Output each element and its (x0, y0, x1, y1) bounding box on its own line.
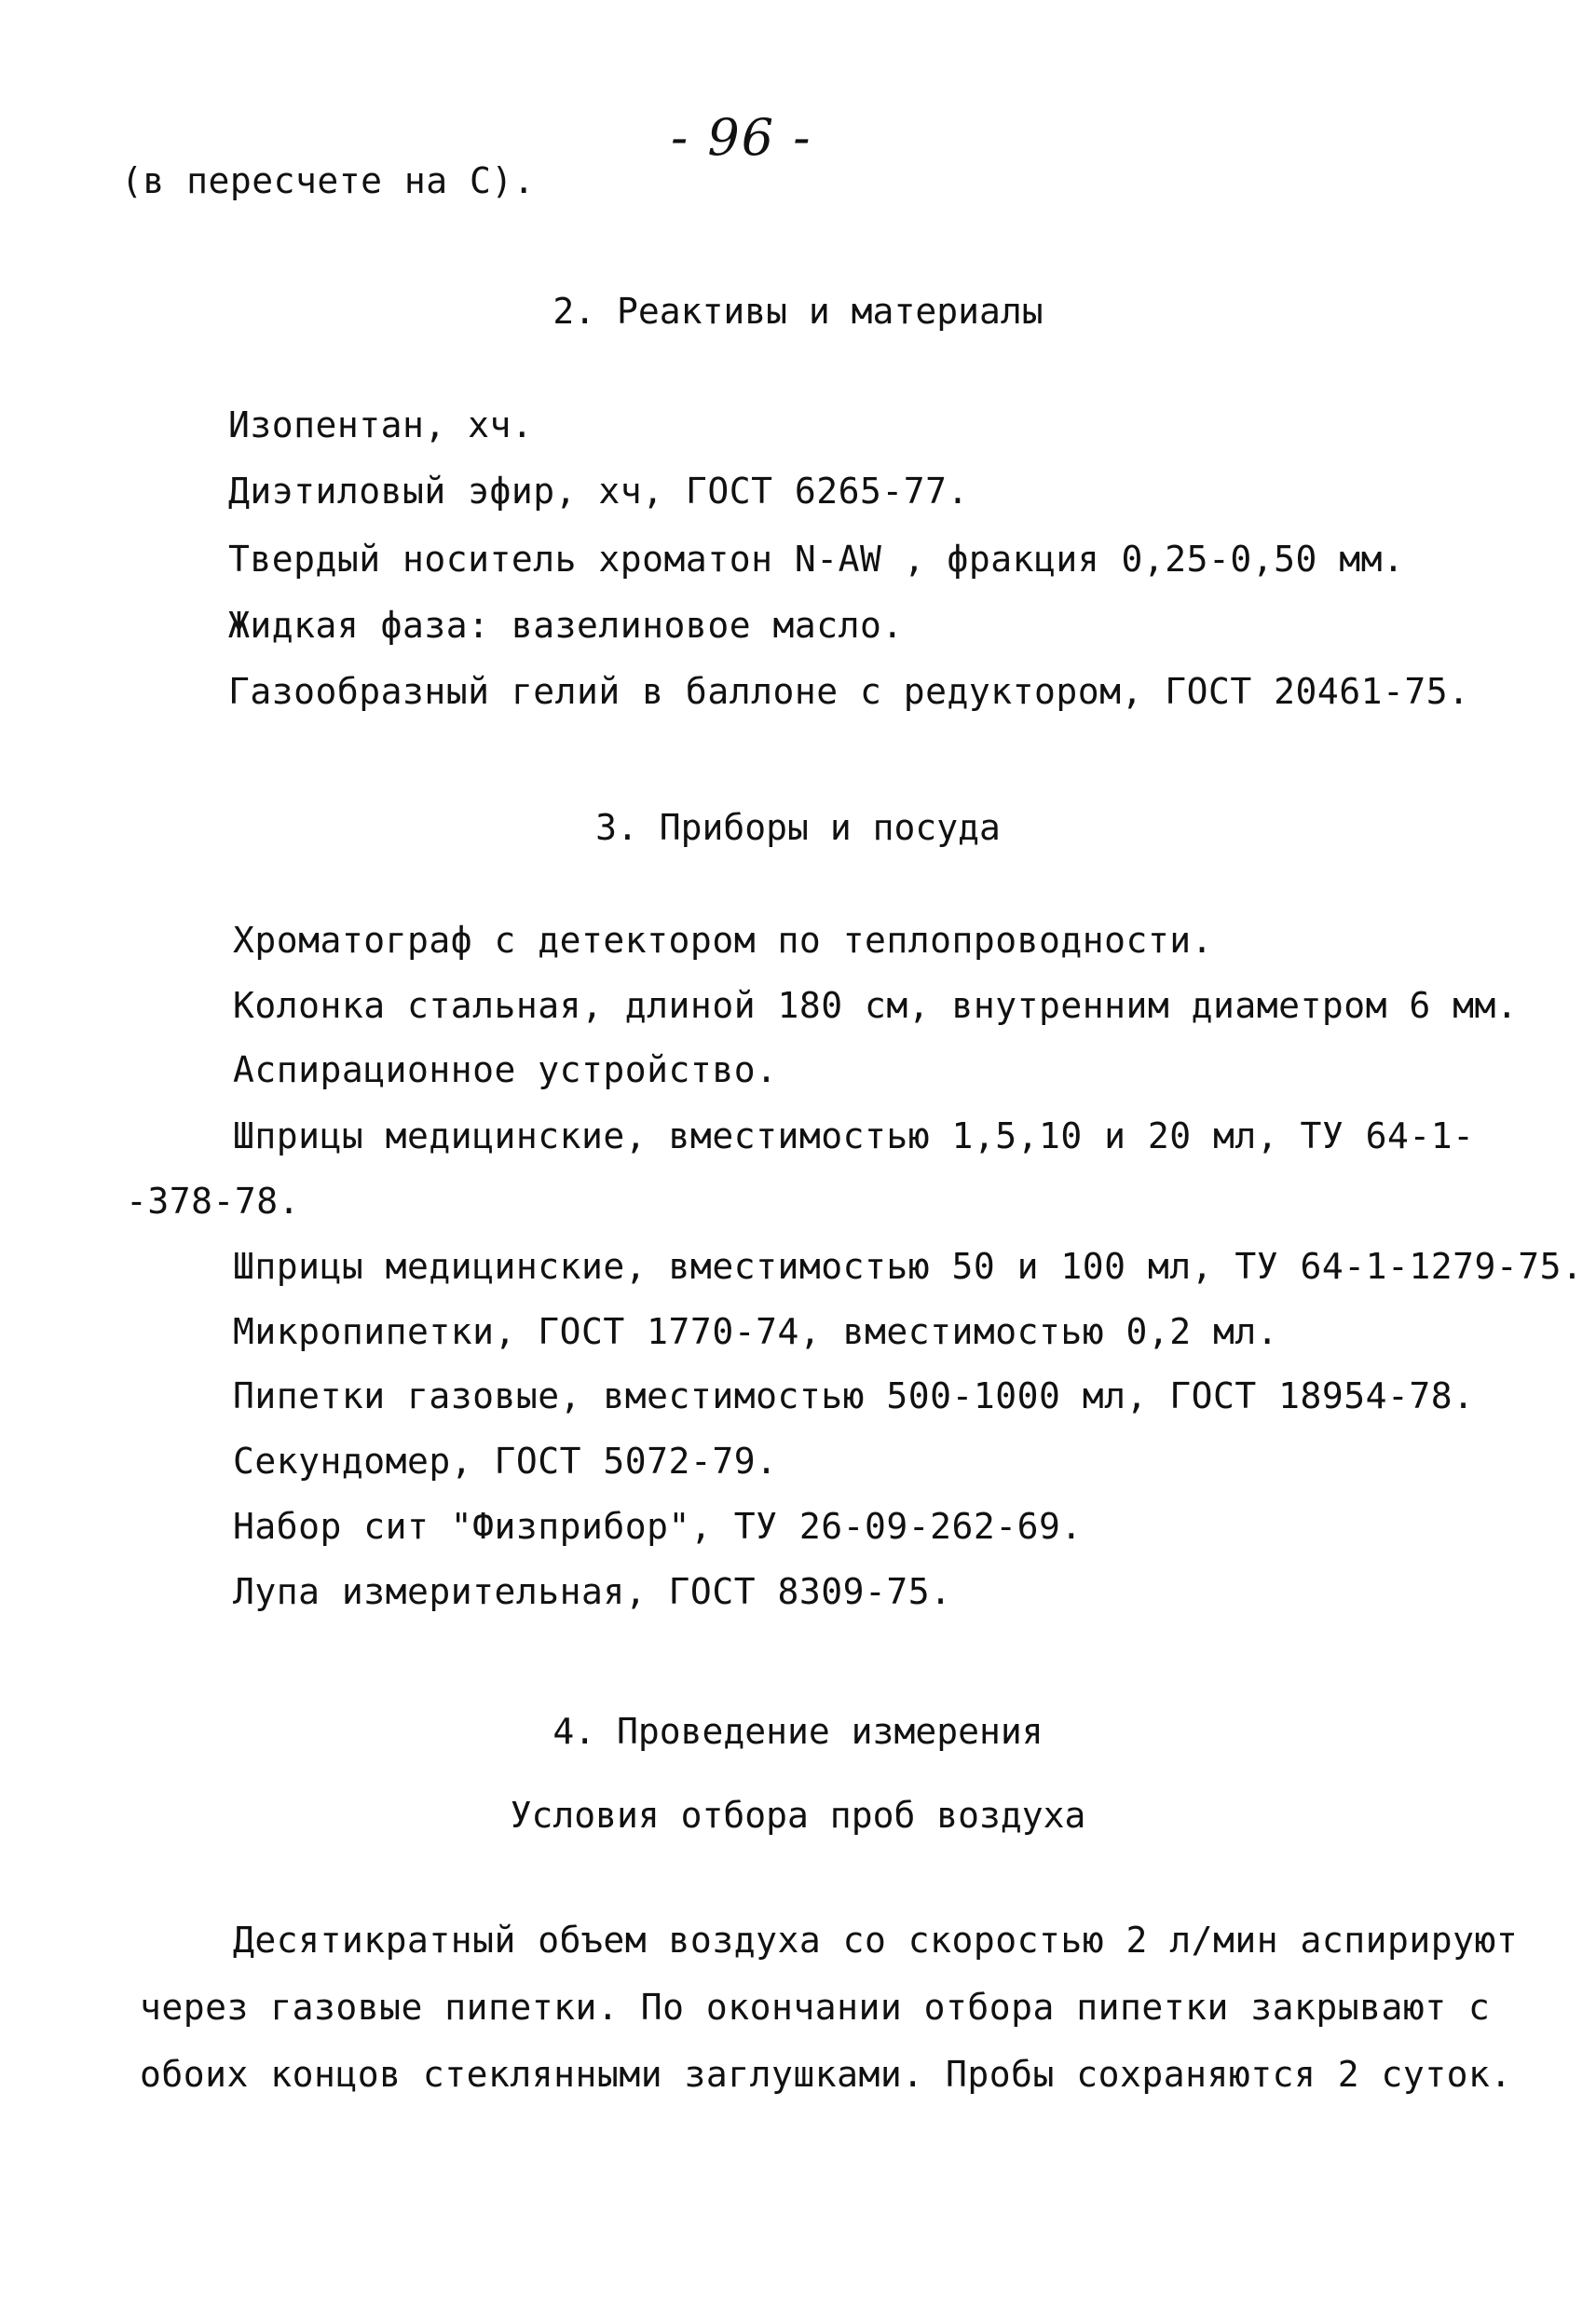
section-4-subheading: Условия отбора проб воздуха (510, 1795, 1086, 1836)
section-3-item: Хроматограф с детектором по теплопроводности. (233, 920, 1214, 961)
paragraph-line: обоих концов стеклянными заглушками. Пробы сохраняются 2 суток. (140, 2054, 1512, 2095)
section-2-item: Диэтиловый эфир, хч, ГОСТ 6265-77. (228, 471, 969, 512)
top-fragment: (в пересчете на С). (121, 160, 536, 201)
section-3-item: Лупа измерительная, ГОСТ 8309-75. (233, 1571, 952, 1612)
section-3-item-continuation: -378-78. (126, 1181, 301, 1222)
section-3-item: Микропипетки, ГОСТ 1770-74, вместимостью 0,2 мл. (233, 1311, 1279, 1352)
section-2-heading: 2. Реактивы и материалы (552, 291, 1044, 332)
paragraph-line: Десятикратный объем воздуха со скоростью 2 л/мин аспирируют (233, 1920, 1519, 1961)
section-2-item: Изопентан, хч. (228, 404, 534, 445)
section-3-item: Пипетки газовые, вместимостью 500-1000 мл, ГОСТ 18954-78. (233, 1375, 1475, 1416)
section-3-item: Колонка стальная, длиной 180 см, внутренним диаметром 6 мм. (233, 985, 1519, 1026)
section-3-item: Шприцы медицинские, вместимостью 1,5,10 и 20 мл, ТУ 64-1- (233, 1115, 1475, 1156)
paragraph-line: через газовые пипетки. По окончании отбора пипетки закрывают с (140, 1987, 1491, 2028)
section-2-item: Газообразный гелий в баллоне с редуктором, ГОСТ 20461-75. (228, 671, 1470, 712)
section-3-heading: 3. Приборы и посуда (595, 807, 1001, 848)
section-2-item: Твердый носитель хроматон N-AW , фракция 0,25-0,50 мм. (228, 539, 1405, 580)
section-3-item: Набор сит "Физприбор", ТУ 26-09-262-69. (233, 1506, 1083, 1547)
section-4-heading: 4. Проведение измерения (552, 1711, 1044, 1752)
section-3-item: Секундомер, ГОСТ 5072-79. (233, 1441, 778, 1482)
page-number: - 96 - (671, 108, 812, 167)
section-3-item: Аспирационное устройство. (233, 1049, 778, 1090)
section-3-item: Шприцы медицинские, вместимостью 50 и 100 мл, ТУ 64-1-1279-75. (233, 1246, 1584, 1287)
section-2-item: Жидкая фаза: вазелиновое масло. (228, 605, 904, 646)
